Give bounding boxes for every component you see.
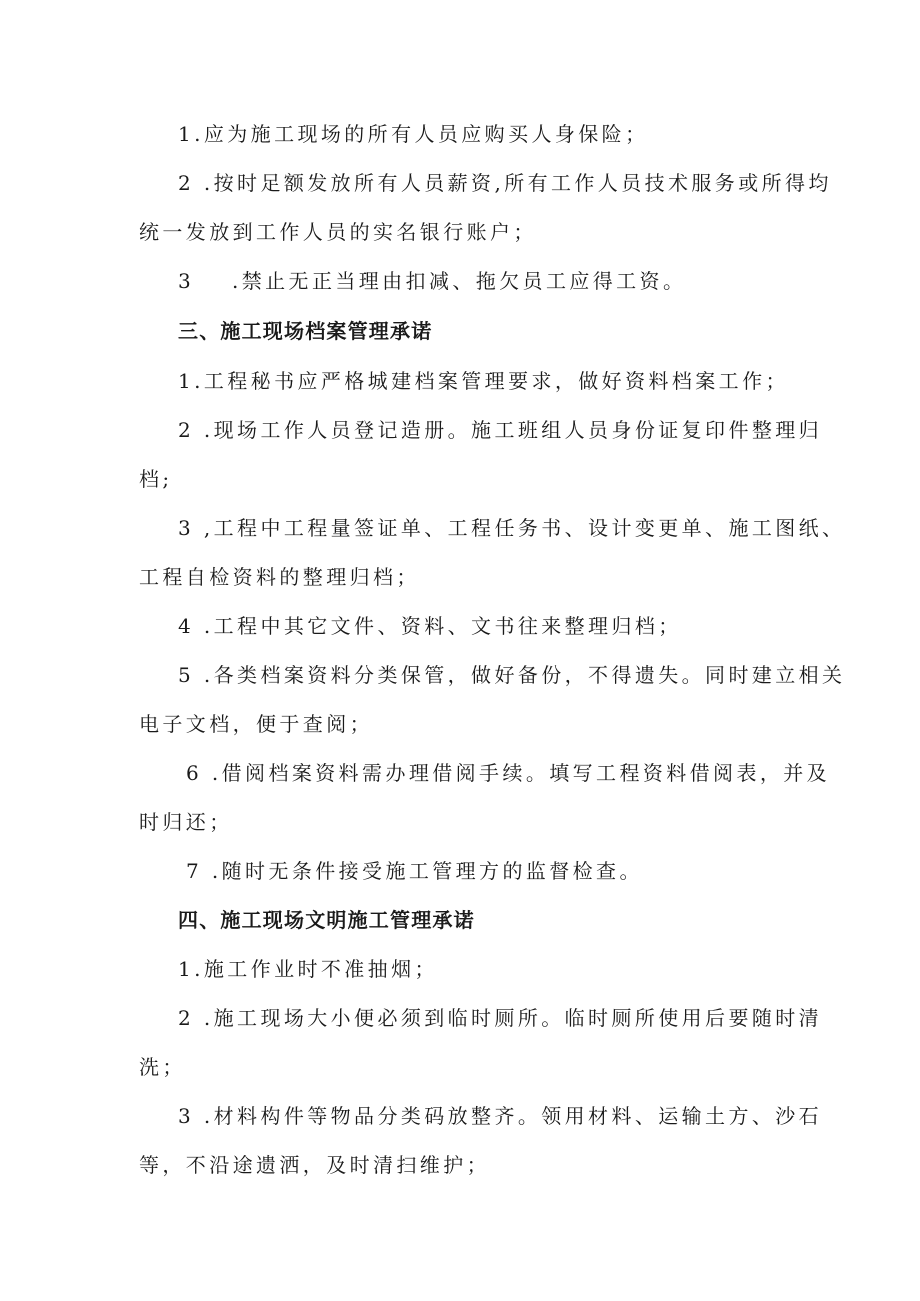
list-item-continuation: 时归还；: [139, 810, 233, 834]
section-heading: 三、施工现场档案管理承诺: [178, 319, 433, 343]
section-heading: 四、施工现场文明施工管理承诺: [178, 908, 475, 932]
list-item: 1.应为施工现场的所有人员应购买人身保险；: [178, 122, 649, 146]
list-item: 5 .各类档案资料分类保管，做好备份，不得遗失。同时建立相关: [178, 663, 846, 687]
list-item-continuation: 洗；: [139, 1055, 186, 1079]
list-item: 2 .现场工作人员登记造册。施工班组人员身份证复印件整理归: [178, 418, 823, 442]
list-item-continuation: 工程自检资料的整理归档；: [139, 565, 420, 589]
list-item: 1.工程秘书应严格城建档案管理要求，做好资料档案工作；: [178, 369, 789, 393]
list-item: 1.施工作业时不准抽烟；: [178, 957, 438, 981]
list-item: 6 .借阅档案资料需办理借阅手续。填写工程资料借阅表，并及: [186, 761, 831, 785]
list-item: 4 .工程中其它文件、资料、文书往来整理归档；: [178, 614, 682, 638]
list-item: 3 ,工程中工程量签证单、工程任务书、设计变更单、施工图纸、: [178, 516, 846, 540]
item-text: .禁止无正当理由扣减、拖欠员工应得工资。: [232, 269, 687, 293]
list-item: 3 .材料构件等物品分类码放整齐。领用材料、运输土方、沙石: [178, 1104, 823, 1128]
list-item-continuation: 电子文档，便于查阅；: [139, 712, 373, 736]
list-item: 7 .随时无条件接受施工管理方的监督检查。: [186, 859, 643, 883]
list-item-continuation: 统一发放到工作人员的实名银行账户；: [139, 220, 537, 244]
list-item-continuation: 等，不沿途遗洒，及时清扫维护；: [139, 1153, 490, 1177]
list-item-continuation: 档;: [139, 467, 173, 491]
list-item: 2 .施工现场大小便必须到临时厕所。临时厕所使用后要随时清: [178, 1006, 823, 1030]
list-item: 2 .按时足额发放所有人员薪资,所有工作人员技术服务或所得均: [178, 171, 832, 195]
item-number: 3: [178, 269, 195, 293]
